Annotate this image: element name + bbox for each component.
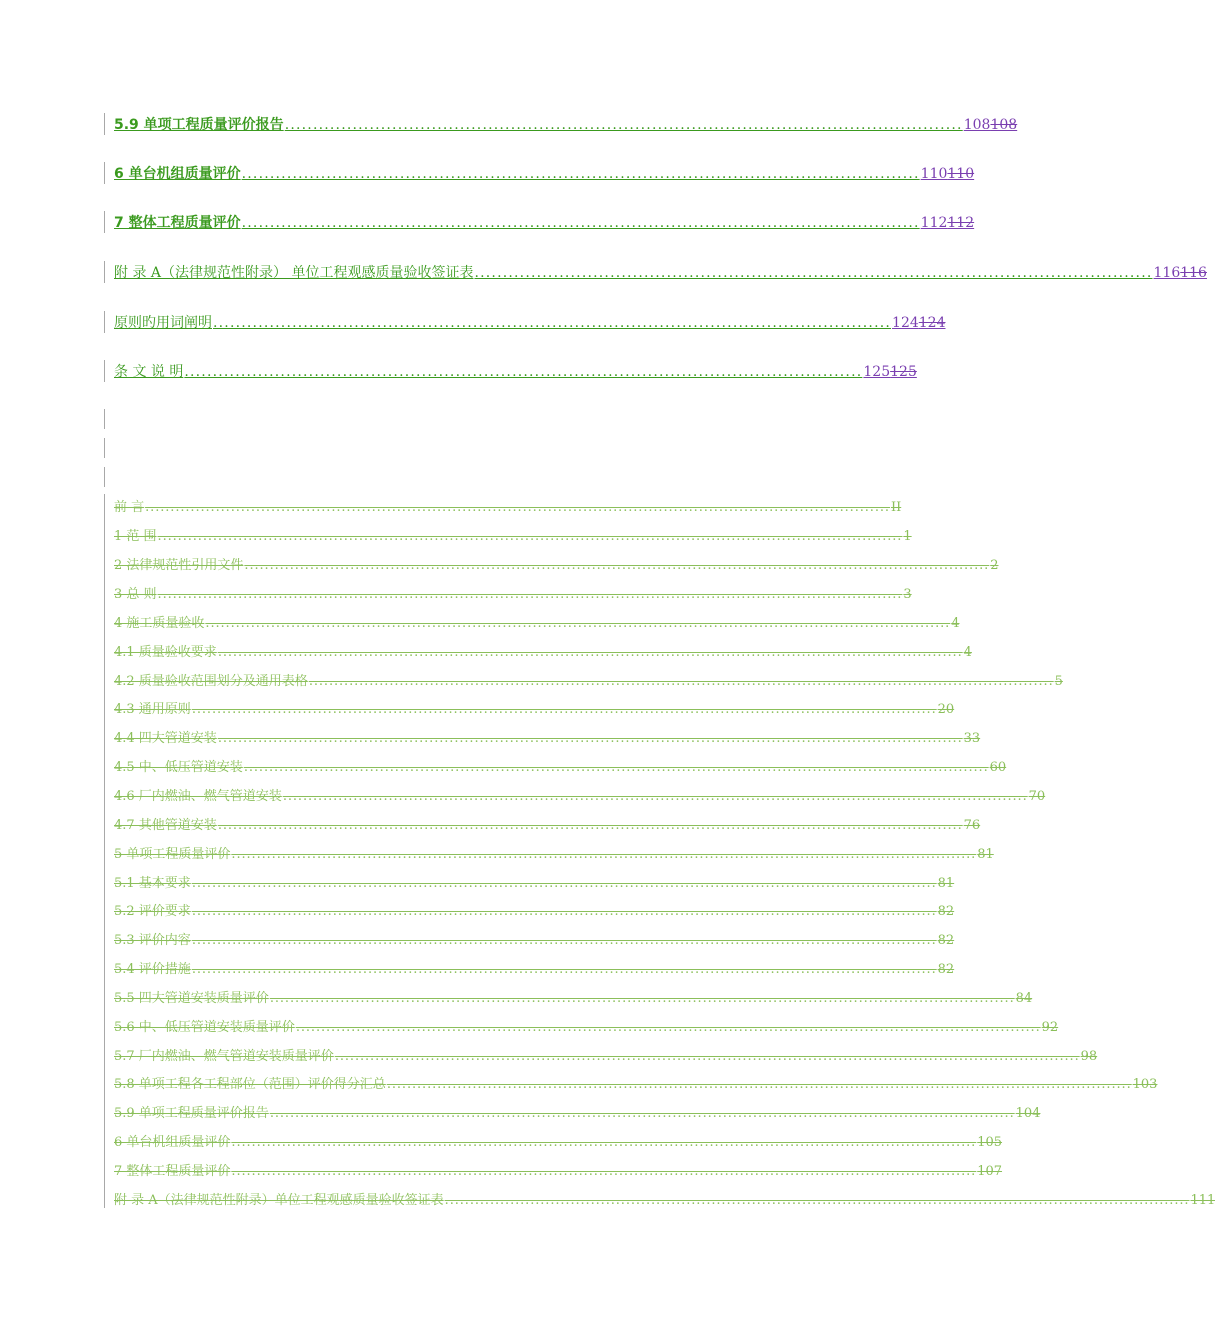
toc-entry-label: 5.5 四大管道安装质量评价 (114, 991, 269, 1006)
dot-leader: .................................................................................................................................................... (231, 1135, 977, 1150)
deleted-toc-entry[interactable] (114, 727, 981, 747)
deleted-toc-entry[interactable] (114, 929, 955, 949)
dot-leader: .................................................................................................................................................... (217, 731, 963, 746)
toc-entry-label: 4.2 质量验收范围划分及通用表格 (114, 674, 308, 689)
toc-entry-page: 84 (1015, 991, 1033, 1006)
change-bar (104, 261, 105, 283)
deleted-toc-entry[interactable] (114, 785, 1046, 805)
deleted-toc-entry[interactable] (114, 583, 912, 603)
toc-entry[interactable] (114, 163, 975, 183)
deleted-toc-entry[interactable] (114, 843, 994, 863)
toc-entry-page: 82 (937, 904, 955, 919)
toc-entry-page: 105 (977, 1135, 1003, 1150)
toc-entry-label: 5.7 厂内燃油、燃气管道安装质量评价 (114, 1049, 334, 1064)
dot-leader: .................................................................................................................................................... (231, 1164, 977, 1179)
dot-leader: .................................................................................................................................................... (205, 616, 951, 631)
toc-entry-page: 110110 (920, 166, 975, 182)
toc-entry-page: 108108 (963, 117, 1018, 133)
toc-entry-page: 1 (903, 529, 912, 544)
deleted-toc-entry[interactable] (114, 756, 1007, 776)
deleted-toc-entry[interactable] (114, 1102, 1041, 1122)
deleted-toc-entry[interactable] (114, 1016, 1059, 1036)
toc-entry-label: 5.1 基本要求 (114, 876, 191, 891)
toc-entry-page: 125125 (863, 364, 917, 380)
toc-entry-label: 6 单台机组质量评价 (114, 166, 241, 182)
deleted-toc-entry[interactable] (114, 1131, 1003, 1151)
toc-entry-label: 5.9 单项工程质量评价报告 (114, 117, 284, 133)
toc-entry-label: 1 范 围 (114, 529, 157, 544)
toc-entry-label: 3 总 则 (114, 587, 157, 602)
toc-entry-label: 4.7 其他管道安装 (114, 818, 217, 833)
toc-entry-label: 5.6 中、低压管道安装质量评价 (114, 1020, 295, 1035)
dot-leader: .................................................................................................................................................... (282, 789, 1028, 804)
change-bar (104, 438, 105, 458)
toc-entry[interactable] (114, 361, 917, 381)
dot-leader: ........................................................................................................................ (184, 364, 863, 380)
dot-leader: ........................................................................................................................ (284, 117, 963, 133)
toc-entry-page: II (890, 500, 902, 515)
toc-entry-label: 2 法律规范性引用文件 (114, 558, 244, 573)
toc-entry-label: 4 施工质量验收 (114, 616, 205, 631)
dot-leader: .................................................................................................................................................... (295, 1020, 1041, 1035)
dot-leader: ........................................................................................................................ (241, 166, 920, 182)
toc-entry-page: 111 (1190, 1193, 1215, 1208)
toc-entry-page: 124124 (892, 315, 946, 331)
dot-leader: .................................................................................................................................................... (217, 818, 963, 833)
toc-entry-page: 103 (1132, 1077, 1158, 1092)
toc-entry-label: 7 整体工程质量评价 (114, 1164, 231, 1179)
toc-entry-page: 70 (1028, 789, 1046, 804)
toc-entry-page: 4 (963, 645, 972, 660)
toc-entry-page: 81 (977, 847, 994, 862)
deleted-toc-entry[interactable] (114, 554, 999, 574)
change-bar (104, 113, 105, 135)
deleted-toc-entry[interactable] (114, 1160, 1003, 1180)
toc-entry-label: 前 言 (114, 500, 145, 515)
toc-entry-label: 4.1 质量验收要求 (114, 645, 217, 660)
toc-entry-page: 92 (1041, 1020, 1059, 1035)
dot-leader: .................................................................................................................................................... (244, 558, 990, 573)
dot-leader: .................................................................................................................................................... (269, 1106, 1015, 1121)
change-bar (104, 494, 105, 1208)
dot-leader: .................................................................................................................................................... (157, 529, 903, 544)
dot-leader: .................................................................................................................................................... (231, 847, 977, 862)
toc-entry-page: 20 (937, 702, 955, 717)
dot-leader: .................................................................................................................................................... (217, 645, 963, 660)
deleted-toc-entry[interactable] (114, 872, 955, 892)
toc-entry-page: 60 (989, 760, 1007, 775)
dot-leader: .................................................................................................................................................... (145, 500, 890, 515)
toc-entry-label: 5.8 单项工程各工程部位（范围）评价得分汇总 (114, 1077, 386, 1092)
dot-leader: .................................................................................................................................................... (157, 587, 903, 602)
dot-leader: .................................................................................................................................................... (243, 760, 989, 775)
dot-leader: .................................................................................................................................................... (334, 1049, 1080, 1064)
dot-leader: ........................................................................................................................ (213, 315, 892, 331)
toc-entry[interactable] (114, 212, 975, 232)
toc-entry-page: 81 (937, 876, 955, 891)
deleted-toc-entry[interactable] (114, 1073, 1158, 1093)
dot-leader: .................................................................................................................................................... (386, 1077, 1132, 1092)
toc-entry-page: 112112 (920, 215, 975, 231)
change-bar (104, 211, 105, 233)
deleted-toc-entry[interactable] (114, 641, 972, 661)
dot-leader: .................................................................................................................................................... (269, 991, 1015, 1006)
toc-entry-label: 5.9 单项工程质量评价报告 (114, 1106, 269, 1121)
dot-leader: .................................................................................................................................................... (444, 1193, 1190, 1208)
change-bar (104, 409, 105, 429)
deleted-toc-entry[interactable] (114, 496, 902, 516)
toc-entry-page: 98 (1080, 1049, 1098, 1064)
deleted-toc-entry[interactable] (114, 900, 955, 920)
toc-entry[interactable] (114, 114, 1018, 134)
toc-entry-label: 附 录 A（法律规范性附录）单位工程观感质量验收签证表 (114, 1193, 444, 1208)
toc-entry-page: 33 (963, 731, 981, 746)
dot-leader: .................................................................................................................................................... (191, 933, 937, 948)
toc-entry-page: 4 (951, 616, 960, 631)
deleted-toc-entry[interactable] (114, 814, 981, 834)
change-bar (104, 467, 105, 487)
toc-entry-page: 3 (903, 587, 912, 602)
toc-entry-label: 6 单台机组质量评价 (114, 1135, 231, 1150)
deleted-toc-entry[interactable] (114, 670, 1063, 690)
toc-entry-label: 5.2 评价要求 (114, 904, 191, 919)
deleted-toc-entry[interactable] (114, 612, 960, 632)
change-bar (104, 360, 105, 382)
dot-leader: .................................................................................................................................................... (191, 962, 937, 977)
toc-entry-label: 5 单项工程质量评价 (114, 847, 231, 862)
change-bar (104, 311, 105, 333)
toc-entry-page: 116116 (1153, 265, 1207, 281)
toc-entry-page: 107 (977, 1164, 1003, 1179)
deleted-toc-entry[interactable] (114, 1045, 1098, 1065)
toc-entry-label: 4.3 通用原则 (114, 702, 191, 717)
toc-entry-page: 82 (937, 933, 955, 948)
toc-entry-label: 原则旳用词阐明 (114, 315, 212, 331)
dot-leader: ........................................................................................................................ (474, 265, 1153, 281)
toc-entry-label: 4.5 中、低压管道安装 (114, 760, 243, 775)
toc-entry[interactable] (114, 312, 946, 332)
toc-entry-label: 5.3 评价内容 (114, 933, 191, 948)
toc-entry-label: 4.4 四大管道安装 (114, 731, 217, 746)
dot-leader: ........................................................................................................................ (241, 215, 920, 231)
toc-entry-label: 4.6 厂内燃油、燃气管道安装 (114, 789, 282, 804)
dot-leader: .................................................................................................................................................... (191, 702, 937, 717)
deleted-toc-entry[interactable] (114, 525, 912, 545)
toc-entry-page: 2 (990, 558, 999, 573)
dot-leader: .................................................................................................................................................... (191, 876, 937, 891)
toc-entry-label: 附 录 A（法律规范性附录） 单位工程观感质量验收签证表 (114, 265, 474, 281)
deleted-toc-entry[interactable] (114, 987, 1033, 1007)
deleted-toc-entry[interactable] (114, 958, 955, 978)
toc-entry[interactable] (114, 262, 1207, 282)
deleted-toc-entry[interactable] (114, 698, 955, 718)
change-bar (104, 162, 105, 184)
deleted-toc-entry[interactable] (114, 1189, 1215, 1209)
dot-leader: .................................................................................................................................................... (308, 674, 1054, 689)
toc-entry-page: 5 (1054, 674, 1063, 689)
toc-entry-page: 104 (1015, 1106, 1041, 1121)
toc-entry-page: 82 (937, 962, 955, 977)
toc-entry-label: 条 文 说 明 (114, 364, 184, 380)
dot-leader: .................................................................................................................................................... (191, 904, 937, 919)
toc-entry-label: 7 整体工程质量评价 (114, 215, 241, 231)
toc-entry-label: 5.4 评价措施 (114, 962, 191, 977)
toc-entry-page: 76 (963, 818, 981, 833)
